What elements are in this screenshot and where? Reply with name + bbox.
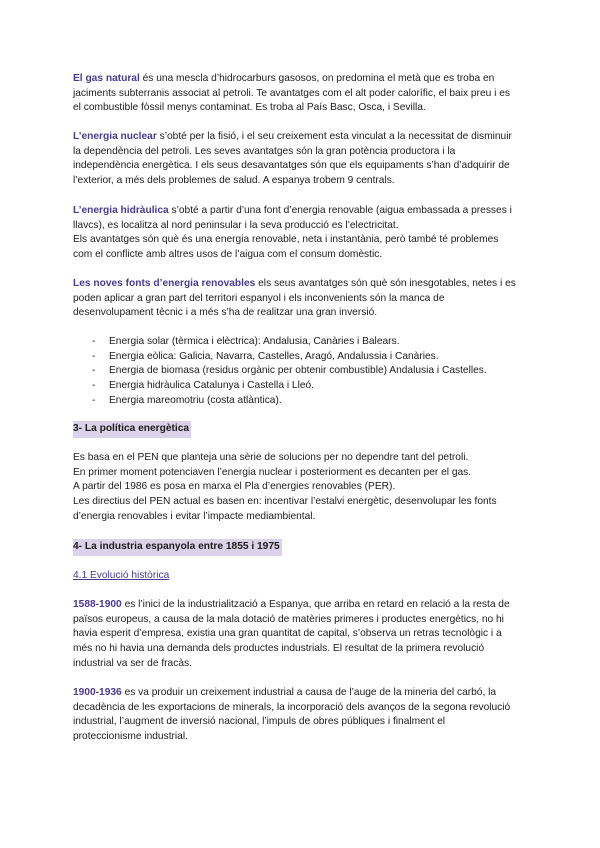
text-line: d’energia renovables i evitar l’impacte mediambiental. <box>73 510 316 522</box>
list-item <box>92 335 512 350</box>
text-span: es l’inici de la industrialització a Espanya, que arriba en retard en relació a la resta de <box>121 599 510 610</box>
heading-highlight: 4- La industria espanyola entre 1855 i 1975 <box>73 539 282 556</box>
text-line: l’exterior, a més dels problemes de salud. A espanya trobem 9 centrals. <box>73 175 395 187</box>
term-1588-1900: 1588-1900 <box>73 599 122 610</box>
subsection-heading-evolucio <box>73 569 533 584</box>
text-span: és una mescla d’hidrocarburs gasosos, on predomina el metà que es troba en <box>139 73 495 84</box>
paragraph-1900-1936 <box>73 686 533 745</box>
paragraph-1588-1900 <box>73 598 533 672</box>
text-line: països europeus, a causa de la mala dotació de matèries primeres i productes energètics, no hi <box>73 613 504 625</box>
text-line: la dependència del petroli. Les seves avantatges són la gran potència productora i la <box>73 145 456 157</box>
text-span: es va produir un creixement industrial a causa de l’auge de la mineria del carbó, la <box>121 687 497 698</box>
subheading-link: 4.1 Evolució històrica <box>73 570 170 581</box>
term-1900-1936: 1900-1936 <box>73 687 122 698</box>
text-line <box>73 72 533 87</box>
text-line: com el conflicte amb altres usos de l’aigua com el consum domèstic. <box>73 249 383 261</box>
text-line: més no hi havia una demanda dels productes industrials. El resultat de la primera revolució <box>73 643 485 655</box>
text-line: poden aplicar a gran part del territori espanyol i els inconvenients són la manca de <box>73 292 445 304</box>
text-line <box>73 130 533 145</box>
text-span: s’obté per la fisió, i el seu creixement esta vinculat a la necessitat de disminuir <box>156 131 512 142</box>
text-line: industrial va ser de fracàs. <box>73 657 192 669</box>
list-item <box>92 350 512 365</box>
section-heading-industria <box>73 539 533 556</box>
text-line: jaciments subterranis associat al petroli. Te avantatges com el alt poder calorífic, el baix preu i es <box>73 87 510 99</box>
bullet-dash: - <box>92 394 96 406</box>
paragraph-politica <box>73 451 533 525</box>
section-heading-politica <box>73 421 533 438</box>
text-line <box>73 686 533 701</box>
bullet-dash: - <box>92 380 96 392</box>
text-line: independència energètica. I els seus desavantatges són que els equipaments s’han d’adquirir de <box>73 160 510 172</box>
renewables-list <box>92 335 512 409</box>
text-line <box>73 598 533 613</box>
text-line <box>73 204 533 219</box>
text-span: els seus avantatges són què són inesgotables, netes i es <box>255 278 516 289</box>
text-line: Es basa en el PEN que planteja una sèrie de solucions per no dependre tant del petroli. <box>73 452 469 463</box>
text-line: Els avantatges són què és una energia renovable, neta i instantània, però també té problemes <box>73 234 499 246</box>
heading-highlight: 3- La política energètica <box>73 421 191 438</box>
text-line: Les directius del PEN actual es basen en: incentivar l’estalvi energètic, desenvolupar les fonts <box>73 496 497 508</box>
term-gas-natural: El gas natural <box>73 73 140 84</box>
text-line: industrial, l’augment de inversió nacional, l’impuls de obres públiques i finalment el <box>73 716 446 728</box>
text-line: havia esperit d’empresa, existia una gran quantitat de capital, s’observa un retras tecnològic i a <box>73 628 502 640</box>
text-span: s’obté a partir d’una font d’energia renovable (aigua embassada a presses i <box>168 205 512 216</box>
list-item-text: Energia solar (tèrmica i elèctrica): Andalusia, Canàries i Balears. <box>109 336 400 347</box>
term-energia-hidraulica: L’energia hidràulica <box>73 205 169 216</box>
paragraph-noves-fonts <box>73 277 533 321</box>
paragraph-energia-nuclear <box>73 130 533 189</box>
text-line: proteccionisme industrial. <box>73 731 188 743</box>
term-noves-fonts: Les noves fonts d’energia renovables <box>73 278 256 289</box>
text-line: el combustible fòssil menys contaminat. Es troba al País Basc, Osca, i Sevilla. <box>73 102 426 114</box>
paragraph-gas-natural <box>73 72 533 116</box>
list-item <box>92 394 512 409</box>
text-line: llavcs), es localitza al nord peninsular i la seva producció es l’electricitat. <box>73 219 399 231</box>
bullet-dash: - <box>92 336 96 347</box>
paragraph-energia-hidraulica <box>73 204 533 263</box>
list-item-text: Energia hidràulica Catalunya i Castella i Lleó. <box>109 380 314 392</box>
text-line: En primer moment potenciaven l’energia nuclear i posteriorment es decanten per el gas. <box>73 466 472 478</box>
list-item <box>92 364 512 379</box>
bullet-dash: - <box>92 350 96 362</box>
list-item-text: Energia eòlica: Galicia, Navarra, Castelles, Aragó, Andalussia i Canàries. <box>109 350 439 362</box>
list-item <box>92 379 512 394</box>
term-energia-nuclear: L’energia nuclear <box>73 131 157 142</box>
list-item-text: Energia mareomotriu (costa atlàntica). <box>109 394 282 406</box>
text-line: desenvolupament tècnic i a més s’ha de realitzar una gran inversió. <box>73 307 378 319</box>
bullet-dash: - <box>92 365 96 377</box>
text-line: A partir del 1986 es posa en marxa el Pla d’energies renovables (PER). <box>73 481 396 493</box>
list-item-text: Energia de biomasa (residus orgànic per obtenir combustible) Andalusia i Castelles. <box>109 365 487 377</box>
text-line <box>73 277 533 292</box>
text-line: decadència de les exportacions de minerals, la incorporació dels avanços de la segona revolució <box>73 701 511 713</box>
